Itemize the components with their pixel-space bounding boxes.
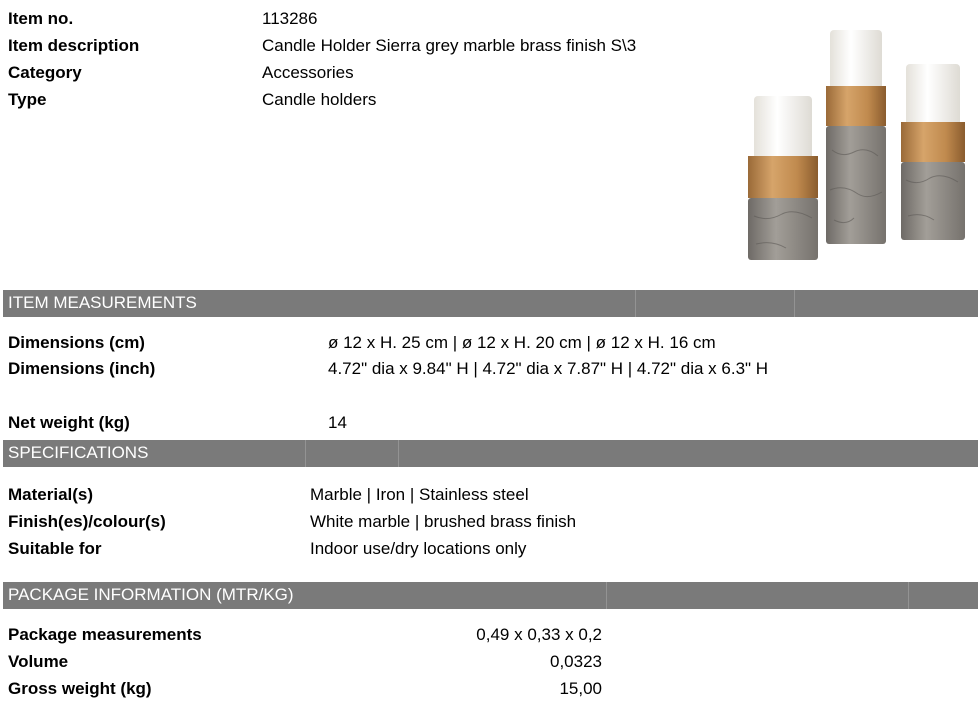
package-measurements-label: Package measurements (8, 625, 202, 644)
dimensions-inch-value: 4.72" dia x 9.84" H | 4.72" dia x 7.87" H | 4.72" dia x 6.3" H (328, 359, 769, 378)
specifications-header (3, 440, 978, 467)
column-divider (794, 290, 795, 317)
item-no-label: Item no. (8, 9, 74, 28)
candle-holders-product-photo (740, 20, 978, 270)
item-measurements-title: ITEM MEASUREMENTS (8, 293, 197, 312)
column-divider (635, 290, 636, 317)
category-label: Category (8, 63, 82, 82)
volume-label: Volume (8, 652, 69, 671)
tall-candle-holder (826, 30, 886, 244)
item-measurements-header (3, 290, 978, 317)
net-weight-value: 14 (328, 413, 347, 432)
package-measurements-value: 0,49 x 0,33 x 0,2 (476, 625, 602, 644)
item-description-label: Item description (8, 36, 140, 55)
finishes-value: White marble | brushed brass finish (310, 512, 577, 531)
gross-weight-value: 15,00 (559, 679, 602, 698)
net-weight-label: Net weight (kg) (8, 413, 130, 432)
suitable-for-value: Indoor use/dry locations only (310, 539, 527, 558)
column-divider (908, 582, 909, 609)
specifications-title: SPECIFICATIONS (8, 443, 149, 462)
materials-value: Marble | Iron | Stainless steel (310, 485, 529, 504)
dimensions-inch-label: Dimensions (inch) (8, 359, 156, 378)
category-value: Accessories (262, 63, 354, 82)
column-divider (606, 582, 607, 609)
item-description-value: Candle Holder Sierra grey marble brass finish S\3 (262, 36, 637, 55)
suitable-for-label: Suitable for (8, 539, 102, 558)
short-candle-holder (748, 96, 818, 260)
column-divider (305, 440, 306, 467)
type-value: Candle holders (262, 90, 377, 109)
gross-weight-label: Gross weight (kg) (8, 679, 152, 698)
materials-label: Material(s) (8, 485, 94, 504)
package-information-title: PACKAGE INFORMATION (MTR/KG) (8, 585, 294, 604)
type-label: Type (8, 90, 47, 109)
finishes-label: Finish(es)/colour(s) (8, 512, 166, 531)
item-no-value: 113286 (262, 9, 318, 28)
package-information-header (3, 582, 978, 609)
volume-value: 0,0323 (550, 652, 602, 671)
dimensions-cm-value: ø 12 x H. 25 cm | ø 12 x H. 20 cm | ø 12 x H. 16 cm (328, 333, 716, 352)
column-divider (398, 440, 399, 467)
dimensions-cm-label: Dimensions (cm) (8, 333, 145, 352)
medium-candle-holder (901, 64, 965, 240)
